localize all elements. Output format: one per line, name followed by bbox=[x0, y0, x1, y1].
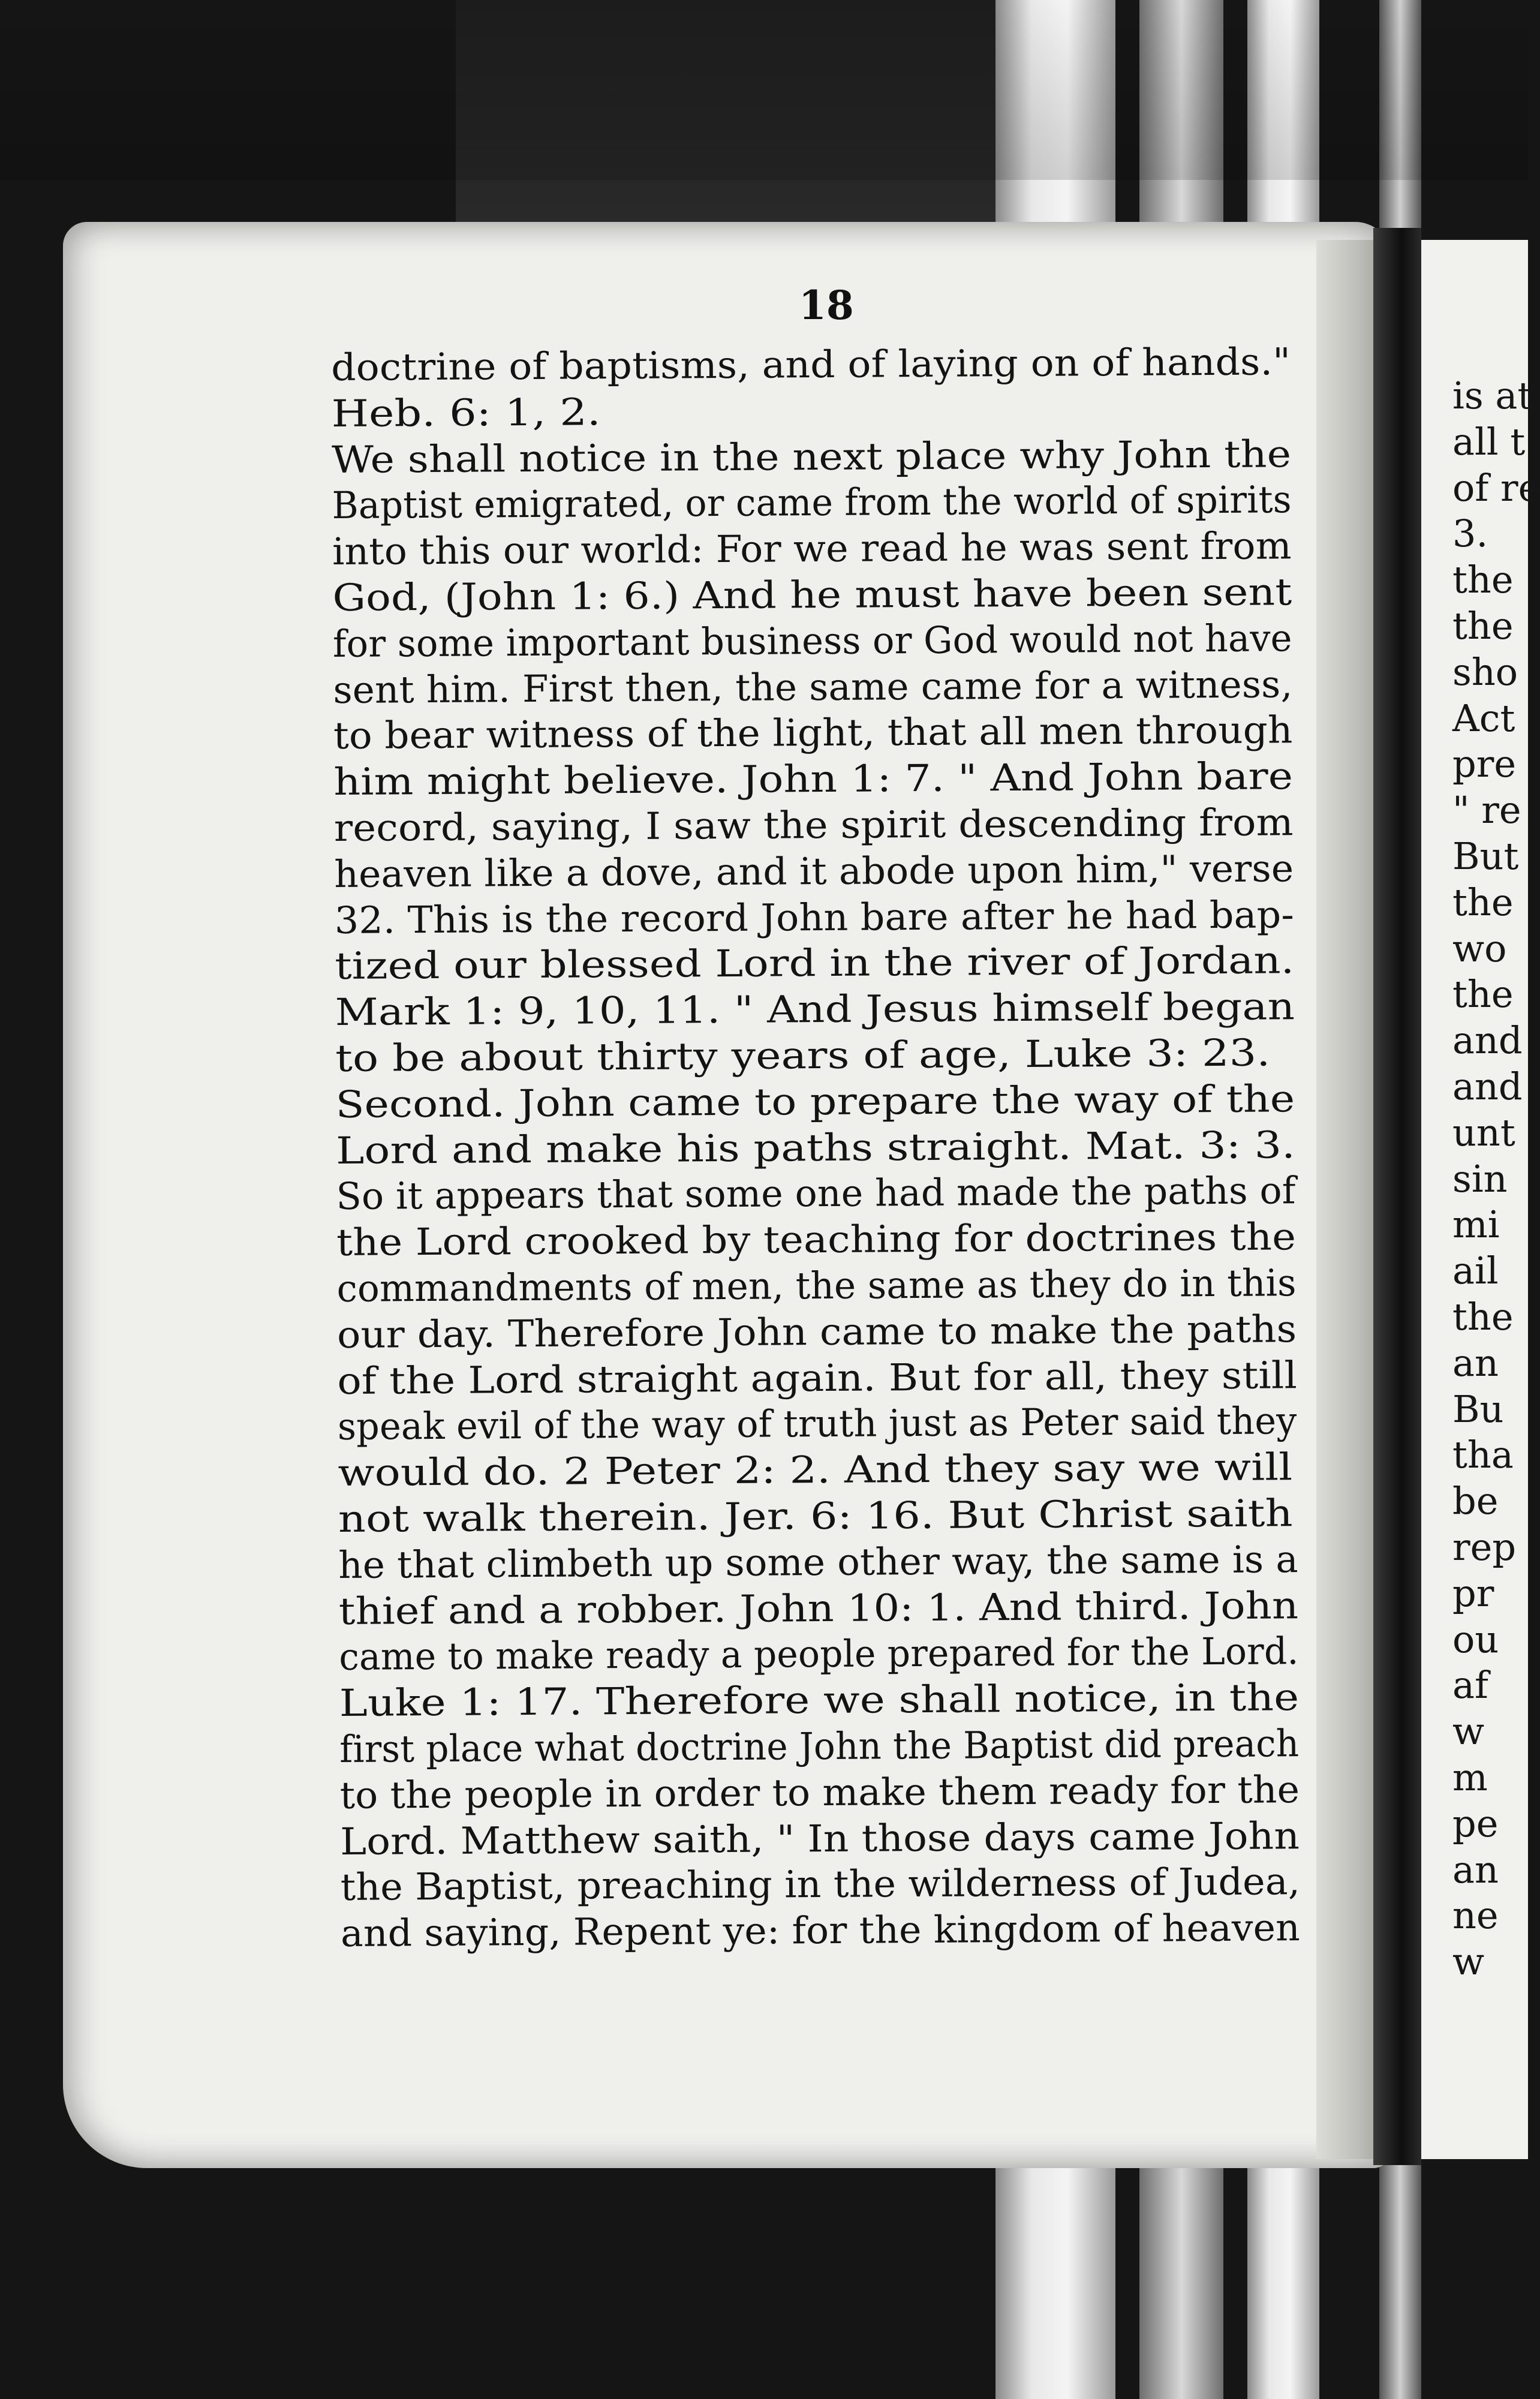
facing-text-line: pre bbox=[1452, 742, 1517, 786]
text-line: to be about thirty years of age, Luke 3: 23. bbox=[335, 1030, 1271, 1080]
text-line: tized our blessed Lord in the river of Jordan. bbox=[335, 938, 1295, 988]
text-line: he that climbeth up some other way, the same is a bbox=[338, 1537, 1299, 1587]
text-line: speak evil of the way of truth just as Peter said they bbox=[337, 1399, 1297, 1449]
facing-text-line: be bbox=[1452, 1479, 1499, 1523]
film-shadow bbox=[0, 0, 1528, 180]
text-line: into this our world: For we read he was sent from bbox=[332, 524, 1292, 574]
text-line: to bear witness of the light, that all men through bbox=[333, 708, 1293, 758]
book-gutter bbox=[1373, 228, 1421, 2165]
facing-text-line: But bbox=[1452, 834, 1519, 878]
facing-page-text bbox=[1452, 373, 1540, 1985]
facing-text-line: rep bbox=[1452, 1525, 1517, 1569]
facing-text-line: sho bbox=[1452, 650, 1518, 694]
facing-text-line: ou bbox=[1452, 1617, 1499, 1661]
text-line: our day. Therefore John came to make the paths bbox=[336, 1306, 1297, 1357]
facing-text-line: tha bbox=[1452, 1433, 1514, 1477]
text-line: to the people in order to make them ready for the bbox=[339, 1767, 1300, 1817]
facing-text-line: Act bbox=[1452, 696, 1515, 740]
book-page-right bbox=[1421, 240, 1540, 2159]
text-line: Baptist emigrated, or came from the world of spirits bbox=[332, 477, 1292, 528]
facing-text-line: ne bbox=[1452, 1893, 1499, 1938]
text-line: first place what doctrine John the Baptist did preach bbox=[339, 1721, 1300, 1771]
text-line: came to make ready a people prepared for the Lord. bbox=[339, 1629, 1299, 1679]
facing-text-line: pr bbox=[1452, 1571, 1494, 1615]
facing-text-line: mi bbox=[1452, 1202, 1500, 1247]
text-line: the Lord crooked by teaching for doctrines the bbox=[336, 1214, 1297, 1265]
text-line: doctrine of baptisms, and of laying on of hands." bbox=[331, 339, 1291, 389]
facing-text-line: wo bbox=[1452, 926, 1507, 970]
facing-text-line: of re bbox=[1452, 465, 1540, 510]
facing-text-line: 3. bbox=[1452, 512, 1488, 556]
text-line: would do. 2 Peter 2: 2. And they say we will bbox=[338, 1445, 1293, 1495]
facing-text-line: the bbox=[1452, 880, 1514, 924]
facing-text-line: the bbox=[1452, 1294, 1514, 1339]
text-line: So it appears that some one had made the paths of bbox=[336, 1168, 1296, 1219]
facing-text-line: and bbox=[1452, 1064, 1523, 1108]
facing-text-line: w bbox=[1452, 1940, 1485, 1984]
facing-text-line: m bbox=[1452, 1755, 1488, 1799]
page-body-text bbox=[331, 339, 1300, 1957]
text-line: not walk therein. Jer. 6: 16. But Christ saith bbox=[338, 1491, 1294, 1541]
text-line: God, (John 1: 6.) And he must have been sent bbox=[332, 570, 1292, 620]
text-line: heaven like a dove, and it abode upon him," verse bbox=[334, 846, 1294, 896]
text-line: Lord. Matthew saith, " In those days came John bbox=[340, 1813, 1300, 1863]
facing-text-line: af bbox=[1452, 1663, 1488, 1707]
facing-text-line: Bu bbox=[1452, 1387, 1504, 1431]
text-line: commandments of men, the same as they do in this bbox=[336, 1261, 1297, 1310]
facing-text-line: the bbox=[1452, 603, 1514, 648]
text-line: thief and a robber. John 10: 1. And third. John bbox=[338, 1583, 1299, 1633]
facing-text-line: and bbox=[1452, 1018, 1523, 1063]
text-line: for some important business or God would not have bbox=[332, 616, 1292, 666]
text-line: and saying, Repent ye: for the kingdom of heaven bbox=[340, 1905, 1301, 1956]
text-line: him might believe. John 1: 7. " And John bare bbox=[333, 754, 1294, 804]
text-line: Mark 1: 9, 10, 11. " And Jesus himself began bbox=[335, 984, 1295, 1035]
facing-text-line: is at bbox=[1452, 374, 1533, 417]
facing-text-line: w bbox=[1452, 1709, 1485, 1754]
facing-text-line: ail bbox=[1452, 1249, 1499, 1293]
facing-text-line: an bbox=[1452, 1340, 1499, 1385]
text-line: Second. John came to prepare the way of the bbox=[335, 1076, 1295, 1126]
facing-text-line: an bbox=[1452, 1847, 1499, 1892]
text-line: record, saying, I saw the spirit descending from bbox=[333, 800, 1294, 850]
facing-text-line: pe bbox=[1452, 1801, 1499, 1845]
page-number: 18 bbox=[799, 282, 854, 329]
text-line: 32. This is the record John bare after he had bap- bbox=[334, 892, 1295, 942]
facing-text-line: the bbox=[1452, 558, 1514, 602]
text-line: sent him. First then, the same came for a witness, bbox=[333, 662, 1293, 712]
facing-text-line: the bbox=[1452, 972, 1514, 1017]
text-line: of the Lord straight again. But for all, they still bbox=[337, 1352, 1298, 1403]
facing-text-line: unt bbox=[1452, 1110, 1515, 1155]
text-line: Heb. 6: 1, 2. bbox=[331, 390, 601, 435]
facing-text-line: " re bbox=[1452, 788, 1521, 832]
text-line: the Baptist, preaching in the wilderness of Judea, bbox=[340, 1859, 1301, 1910]
text-line: Lord and make his paths straight. Mat. 3: 3. bbox=[335, 1122, 1296, 1173]
facing-text-line: sin bbox=[1452, 1156, 1508, 1201]
text-line: We shall notice in the next place why John the bbox=[331, 431, 1292, 482]
facing-text-line: all t bbox=[1452, 419, 1526, 464]
text-line: Luke 1: 17. Therefore we shall notice, in the bbox=[339, 1675, 1300, 1725]
